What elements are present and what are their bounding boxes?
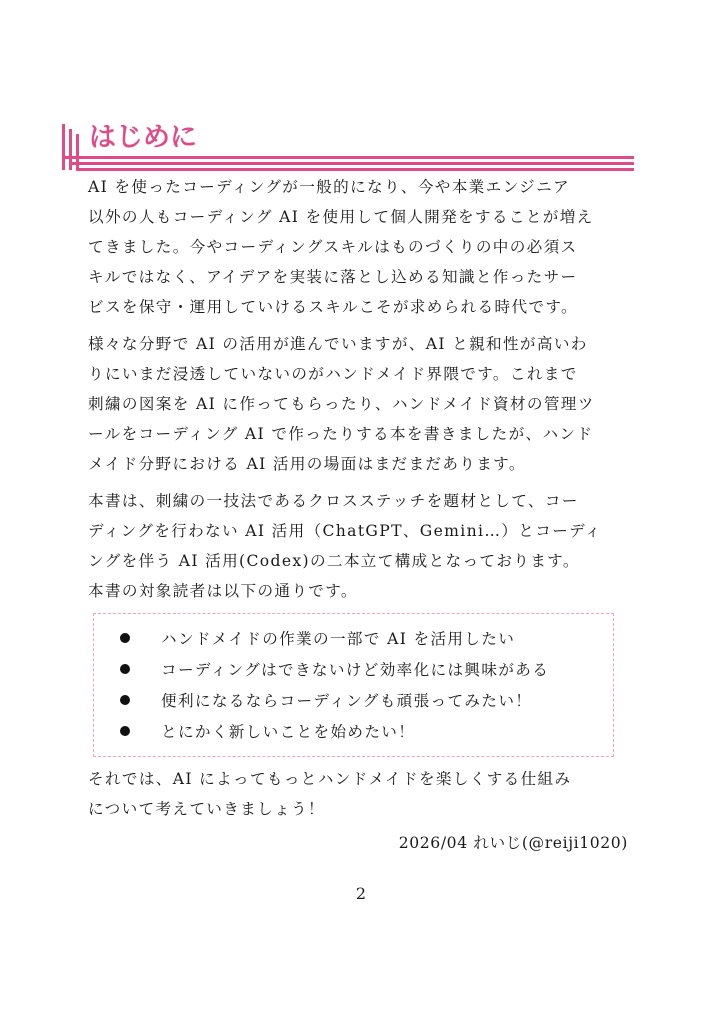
intro-paragraph-4	[88, 576, 633, 606]
bullet-icon	[120, 633, 130, 643]
list-item-text: コーディングはできないけど効率化には興味がある	[161, 661, 550, 679]
text-line: 刺繍の図案を AI に作ってもらったり、ハンドメイド資材の管理ツ	[88, 395, 595, 413]
text-line: ビスを保守・運用していけるスキルこそが求められる時代です。	[88, 298, 578, 316]
text-line: 様々な分野で AI の活用が進んでいますが、AI と親和性が高いわ	[88, 335, 588, 353]
list-item	[120, 717, 415, 747]
text-line: てきました。今やコーディングスキルはものづくりの中の必須ス	[88, 238, 578, 256]
list-item	[120, 624, 515, 654]
text-line: ディングを行わない AI 活用（ChatGPT、Gemini…）とコーディ	[88, 522, 602, 540]
intro-paragraph-1	[88, 172, 633, 322]
page-number: 2	[355, 884, 367, 903]
text-line: ールをコーディング AI で作ったりする本を書きましたが、ハンド	[88, 425, 594, 443]
bullet-icon	[120, 695, 130, 705]
heading-title: はじめに	[89, 122, 197, 153]
text-line: ングを伴う AI 活用(Codex)の二本立て構成となっております。	[88, 552, 580, 570]
author-signature: 2026/04 れいじ(@reiji1020)	[398, 834, 628, 852]
list-item-text: とにかく新しいことを始めたい！	[161, 723, 416, 741]
closing-paragraph	[88, 764, 633, 824]
text-line: りにいまだ浸透していないのがハンドメイド界隈です。これまで	[88, 365, 578, 383]
list-item-text: 便利になるならコーディングも頑張ってみたい！	[161, 692, 533, 710]
text-line: 本書は、刺繍の一技法であるクロスステッチを題材として、コー	[88, 492, 579, 510]
intro-paragraph-3	[88, 486, 633, 576]
list-item-text: ハンドメイドの作業の一部で AI を活用したい	[161, 630, 516, 648]
target-readers-box	[93, 613, 614, 757]
list-item	[120, 686, 532, 716]
text-line: 本書の対象読者は以下の通りです。	[88, 582, 358, 600]
text-line: について考えていきましょう！	[88, 800, 325, 818]
text-line: キルではなく、アイデアを実装に落とし込める知識と作ったサー	[88, 268, 578, 286]
text-line: メイド分野における AI 活用の場面はまだまだあります。	[88, 455, 526, 473]
text-line: それでは、AI によってもっとハンドメイドを楽しくする仕組み	[88, 770, 572, 788]
bullet-icon	[120, 664, 130, 674]
text-line: 以外の人もコーディング AI を使用して個人開発をすることが増え	[88, 208, 594, 226]
list-item	[120, 655, 549, 685]
chapter-heading	[62, 120, 634, 172]
text-line: AI を使ったコーディングが一般的になり、今や本業エンジニア	[88, 178, 570, 196]
bullet-icon	[120, 726, 130, 736]
intro-paragraph-2	[88, 329, 633, 479]
